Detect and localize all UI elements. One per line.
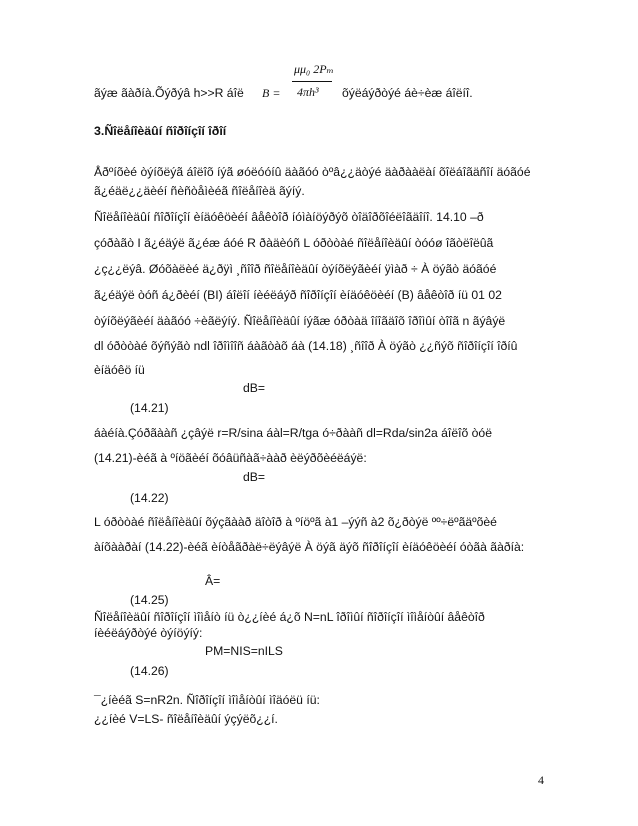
- equation-number: (14.21): [130, 401, 169, 415]
- paragraph-line: Ñîëåíîèäûí ñîðîíçîí èíäóêöèéí âåêòîð íóìàíöýðýõ òîäîðõîéëîãäîíî. 14.10 –ð: [94, 210, 484, 224]
- paragraph-line: íèéëáýðòýé òýíöýíý:: [94, 626, 203, 640]
- paragraph-line: Ñîëåíîèäûí ñîðîíçîí ìîìåíò íü ò¿¿íèé á¿õ N=nL îðîìûí ñîðîíçîí ìîìåíòûí âåêòîð: [94, 610, 485, 624]
- formula-fraction: [288, 60, 338, 108]
- fraction-bar: [292, 81, 332, 82]
- paragraph-line: òýíõëýãèéí äàãóó ÷èãëýíý. Ñîëåíîèäûí íýãæ óðòàä îíîãäîõ îðîìûí òîîã n ãýâýë: [94, 314, 506, 328]
- formula-numerator: μμ₀ 2Pₘ: [294, 62, 334, 76]
- paragraph-line: dl óðòòàé õýñýãò ndl îðîìîîñ áàãòàõ áà (14.18) ¸ñîîð À öýãò ¿¿ñýõ ñîðîíçîí îðíû: [94, 339, 518, 353]
- paragraph-line: èíäóêö íü: [94, 363, 145, 377]
- formula-lhs: B =: [262, 86, 281, 100]
- paragraph-line: ã¿éäë¿¿äèéí ñèñòåìèéã ñîëåíîèä ãýíý.: [94, 184, 305, 198]
- paragraph-line: ¯¿íèéã S=nR2n. Ñîðîíçîí ìîìåíòûí ìîäóëü íü:: [94, 693, 320, 707]
- paragraph-line: ¿¿íèé V=LS- ñîëåíîèäûí ýçýëõ¿¿í.: [94, 712, 278, 726]
- intro-text-continued: õýëáýðòýé áè÷èæ áîëíî.: [342, 86, 473, 100]
- paragraph-line: (14.21)-èéã à ºíöãèéí õóâüñàã÷ààð èëýðõèéëáýë:: [94, 451, 367, 465]
- equation-label: dB=: [243, 381, 266, 395]
- intro-text: ãýæ ãàðíà.Õýðýâ h>>R áîë: [94, 86, 244, 100]
- section-heading: 3.Ñîëåíîèäûí ñîðîíçîí îðîí: [94, 124, 227, 138]
- equation-label: Â=: [205, 574, 221, 588]
- paragraph-line: àíõààðàí (14.22)-èéã èíòåãðàë÷ëýâýë À öýã äýõ ñîðîíçîí èíäóêöèéí óòãà ãàðíà:: [94, 540, 525, 554]
- equation-number: (14.22): [130, 491, 169, 505]
- formula-denominator: 4πh³: [297, 85, 319, 99]
- paragraph-line: ã¿éäýë òóñ á¿ðèéí (BI) áîëîí íèéëáýð ñîðîíçîí èíäóêöèéí (B) âåêòîð íü 01 02: [94, 288, 502, 302]
- paragraph-line: Åðºíõèé òýíõëýã áîëîõ íýã øóëóóíû äàãóó òºâ¿¿äòýé äàðààëàí õîëáîãäñîí äóãóé: [94, 165, 531, 179]
- paragraph-line: ¿ç¿¿ëýâ. Øóõàëèé ä¿ðÿì ¸ñîîð ñîëåíîèäûí òýíõëýãèéí ÿìàð ÷ À öýãò äóãóé: [94, 262, 497, 276]
- equation-label: dB=: [243, 470, 266, 484]
- paragraph-line: L óðòòàé ñîëåíîèäûí õýçãààð äîòîð à ºíöºã à1 –ýýñ à2 õ¿ðòýë ºº÷ëºãäºõèé: [94, 515, 497, 529]
- paragraph-line: çóðàãò I ã¿éäýë ã¿éæ áóé R ðàäèóñ L óðòòàé ñîëåíîèäûí òóóø îãòëîëûã: [94, 236, 494, 250]
- equation-number: (14.25): [130, 593, 169, 607]
- paragraph-line: áàéíà.Çóðãààñ ¿çâýë r=R/sina áàl=R/tga ó÷ðààñ dl=Rda/sin2a áîëîõ òóë: [94, 426, 492, 440]
- equation-number: (14.26): [130, 664, 169, 678]
- equation-label: PM=NIS=nILS: [205, 644, 283, 658]
- page-number: 4: [538, 773, 544, 787]
